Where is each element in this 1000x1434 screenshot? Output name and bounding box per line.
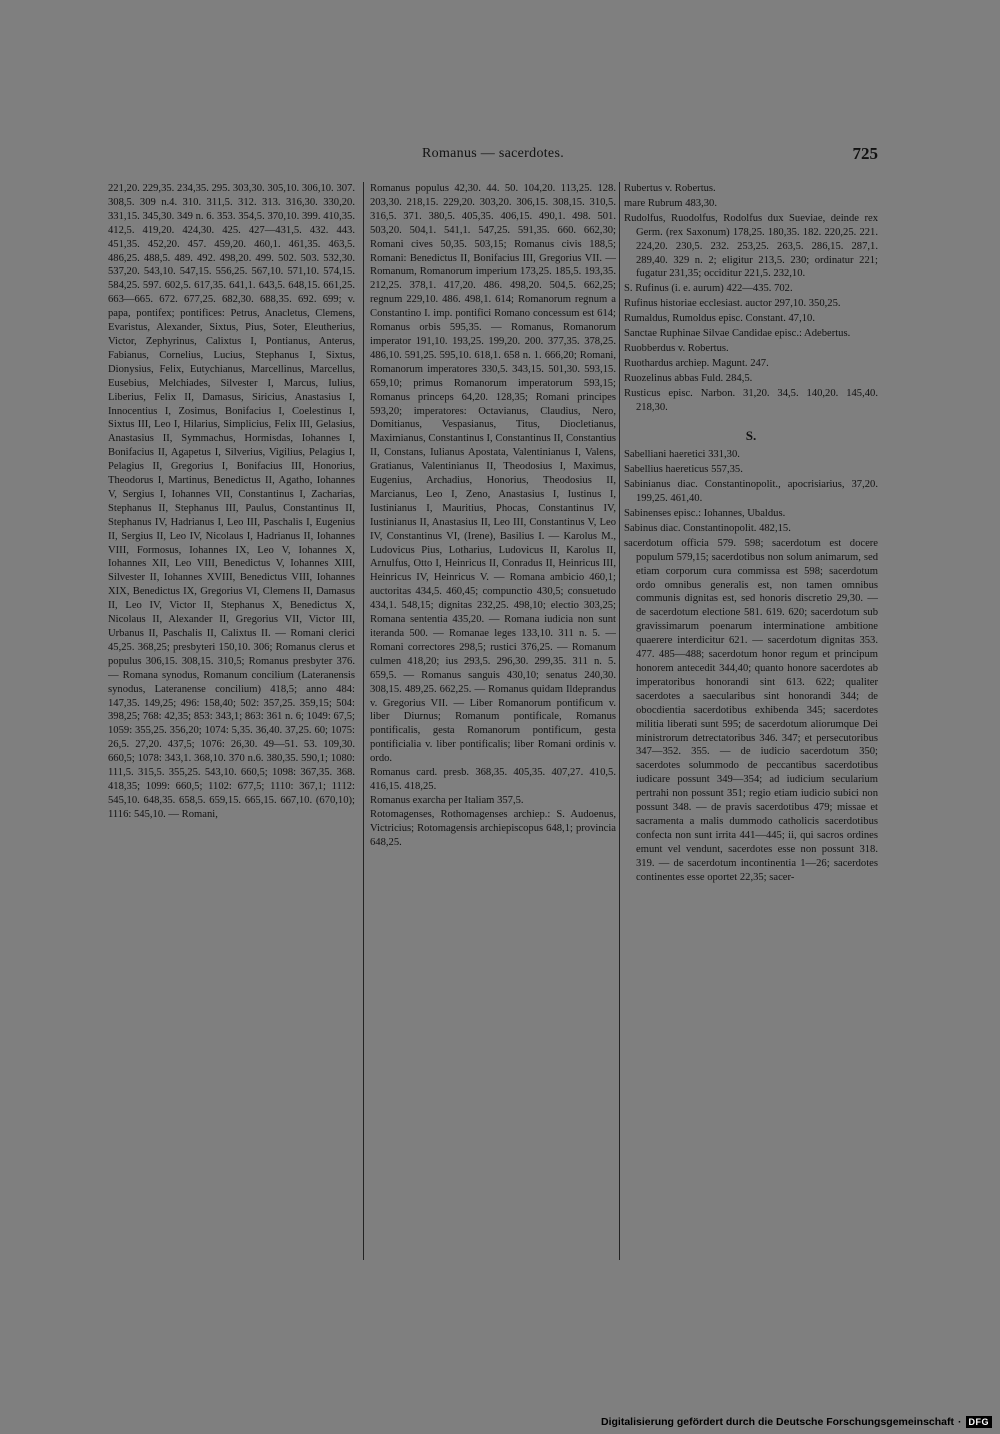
section-letter: S. <box>745 427 757 443</box>
index-entry: Ruozelinus abbas Fuld. 284,5. <box>624 372 753 384</box>
column-1-text: 221,20. 229,35. 234,35. 295. 303,30. 305,10. 306,10. 307. 308,5. 309 n.4. 310. 311,5. 312. 313. 316,30. 330,20. 331,15. 345,30. 349 n. 6. 353. 354,5. 370,10. 399. 410,35. 412,5. 419,20. 424,30. 425. 427—431,5. 432. 443. 451,35. 452,20. 457. 459,20. 460,1. 461,35. 463,5. 486,25. 488,5. 489. 492. 498,20. 499. 502. 503. 532,30. 537,20. 543,10. 547,15. 556,25. 567,10. 571,10. 574,15. 584,25. 597. 602,5. 617,35. 641,1. 643,5. 648,15. 661,25. 663—665. 672. 677,25. 682,30. 688,35. 692. 699; v. papa, pontifex; pontifices: Petrus, Anacletus, Clemens, Evaristus, Alexander, Sixtus, Pius, Soter, Eleutherius, Victor, Zephyrinus, Calixtus I, Pontianus, Anterus, Fabianus, Cornelius, Lucius, Stephanus I, Sixtus, Dionysius, Felix, Eutychianus, Marcellinus, Marcellus, Eusebius, Melchiades, Silvester I, Marcus, Iulius, Liberius, Felix II, Damasus, Siricius, Anastasius I, Innocentius I, Zosimus, Bonifacius I, Coelestinus I, Sixtus III, Leo I, Hilarius, Simplicius, Felix III, Gelasius, Anastasius II, Symmachus, Hormisdas, Iohannes I, Bonifacius II, Agapetus I, Silverius, Vigilius, Pelagius I, Pelagius II, Gregorius I, Bonifacius III, Honorius, Theodorus I, Martinus, Benedictus II, Agatho, Iohannes V, Sergius I, Iohannes VII, Constantinus I, Zacharias, Stephanus II, Stephanus III, Paulus, Constantinus II, Stephanus IV, Hadrianus I, Leo III, Paschalis I, Eugenius II, Sergius II, Leo IV, Nicolaus I, Hadrianus II, Iohannes VIII, Formosus, Iohannes IX, Leo V, Iohannes X, Iohannes XII, Leo VIII, Benedictus V, Iohannes XIII, Silvester II, Iohannes XVIII, Benedictus VIII, Iohannes XIX, Benedictus IX, Gregorius VI, Clemens II, Damasus II, Leo IV, Victor II, Stephanus X, Benedictus X, Nicolaus II, Alexander II, Gregorius VII, Victor III, Urbanus II, Paschalis II, Calixtus II. — Romani clerici 45,25. 368,25; presbyteri 150,10. 306; Romanus clerus et populus 306,15. 308,15. 310,5; Romanus presbyter 376. — Romana synodus, Romanum concilium (Lateranensis synodus, Lateranense concilium) 418,5; anno 484: 147,35. 149,25; 496: 158,40; 502: 357,25. 359,15; 504: 398,25; 768: 42,35; 853: 343,1; 863: 361 n. 6; 1049: 67,5; 1059: 355,25. 356,20; 1074: 5,35. 36,40. 37,25. 60; 1075: 26,5. 27,20. 437,5; 1076: 26,30. 49—51. 53. 109,30. 660,5; 1078: 343,1. 368,10. 370 n.6. 380,35. 590,1; 1080: 111,5. 315,5. 355,25. 543,10. 660,5; 1098: 367,35. 368. 418,35; 1099: 660,5; 1102: 677,5; 1110: 367,1; 1112: 545,10. 648,35. 658,5. 659,15. 665,15. 667,10. (670,10); 1116: 545,10. — Romani, <box>108 183 355 820</box>
index-entry: Sabinianus diac. Constantinopolit., apocrisiarius, 37,20. 199,25. 461,40. <box>624 479 878 505</box>
footer-separator: · <box>958 1416 962 1428</box>
index-entry: Sabinenses episc.: Iohannes, Ubaldus. <box>624 508 786 520</box>
index-entry: Sabellius haereticus 557,35. <box>624 464 743 476</box>
index-column-3 <box>624 182 878 1260</box>
index-entry: S. Rufinus (i. e. aurum) 422—435. 702. <box>624 283 793 295</box>
index-column-2 <box>370 182 616 1260</box>
index-entry: Rudolfus, Ruodolfus, Rodolfus dux Sueviae, deinde rex Germ. (rex Saxonum) 178,25. 180,35. 182. 220,25. 221. 224,20. 230,5. 232. 253,25. 263,5. 286,15. 287,1. 289,40. 329 n. 2; eligitur 213,5. 230; ordinatur 221; fugatur 231,35; occiditur 221,5. 232,10. <box>624 212 878 280</box>
dfg-logo[interactable]: DFG <box>966 1416 993 1428</box>
index-entry: Rufinus historiae ecclesiast. auctor 297,10. 350,25. <box>624 298 841 310</box>
footer-text: Digitalisierung gefördert durch die Deutsche Forschungsgemeinschaft <box>601 1416 954 1428</box>
index-columns <box>108 182 878 1260</box>
page-header <box>108 146 878 168</box>
index-entry: Ruobberdus v. Robertus. <box>624 342 729 354</box>
footer <box>601 1414 992 1430</box>
page-number: 725 <box>852 144 878 163</box>
index-entry: sacerdotum officia 579. 598; sacerdotum est docere populum 579,15; sacerdotibus non solum animarum, sed etiam corporum cura commissa est 598; sacerdotum ordo omnibus generalis est, non tamen omnibus communis dignitas est, sed honoris discretio 29,30. — de sacerdotum electione 581. 619. 620; sacerdotum sub gravissimarum poenarum interminatione ambitione quaerere interdicitur 621. — sacerdotum dignitas 353. 477. 485—488; sacerdotum honor regum et principum honorem antecedit 344,40; quanto honore sacerdotes ab imperatoribus honorandi sint 613. 622; qualiter sacerdotes a saecularibus sint honorandi 344; de obocdientia sacerdotibus exhibenda 345; sacerdotes militia liberati sunt 595; de sacerdotum aliorumque Dei ministrorum detrectatoribus 346. 347; et persecutoribus 347—352. 355. — de iudicio sacerdotum 350; sacerdotes solummodo de peccantibus sacerdotibus iudicare possunt 349—354; ad iudicium secularium pertrahi non possunt 351; regio etiam iudicio subici non possunt 348. — de pravis sacerdotibus 479; missae et sacramenta a malis dummodo catholicis sacerdotibus confecta non sunt irrita 441—445; ii, qui sacros ordines emunt vel vendunt, sacerdotes esse non possunt 318. 319. — de sacerdotum incontinentia 1—26; sacerdotes continentes esse oportet 22,35; sacer- <box>624 537 878 883</box>
index-entry: Sanctae Ruphinae Silvae Candidae episc.: Adebertus. <box>624 328 851 340</box>
index-entry: Sabinus diac. Constantinopolit. 482,15. <box>624 522 791 534</box>
index-entry: mare Rubrum 483,30. <box>624 197 717 209</box>
index-entry: Rotomagenses, Rothomagenses archiep.: S. Audoenus, Victricius; Rotomagensis archiepiscopus 648,1; provincia 648,25. <box>370 808 616 848</box>
index-entry: Romanus exarcha per Italiam 357,5. <box>370 794 524 806</box>
index-column-1 <box>108 182 355 1260</box>
index-entry: Rusticus episc. Narbon. 31,20. 34,5. 140,20. 145,40. 218,30. <box>624 387 878 413</box>
index-entry: Rubertus v. Robertus. <box>624 183 716 194</box>
index-entry: Ruothardus archiep. Magunt. 247. <box>624 357 769 369</box>
column-divider <box>619 182 620 1260</box>
index-entry: Romanus card. presb. 368,35. 405,35. 407,27. 410,5. 416,15. 418,25. <box>370 767 616 792</box>
column-divider <box>363 182 364 1260</box>
column-2-text: Romanus populus 42,30. 44. 50. 104,20. 113,25. 128. 203,30. 218,15. 229,20. 303,20. 306,15. 308,15. 310,5. 316,5. 371. 380,5. 405,35. 406,15. 490,1. 498. 501. 503,20. 504,1. 541,1. 547,25. 591,35. 660. 662,30; Romani cives 50,35. 503,15; Romanus civis 188,5; Romani: Benedictus II, Bonifacius III, Gregorius VII. — Romanum, Romanorum imperium 173,25. 185,5. 193,35. 212,25. 378,1. 417,20. 486. 498,20. 504,5. 662,25; regnum 229,10. 486. 498,1. 614; Romanorum regnum a Constantino I. imp. pontifici Romano concessum est 614; Romanus orbis 595,35. — Romanus, Romanorum imperator 191,10. 193,25. 199,20. 200. 377,35. 378,25. 486,10. 591,25. 595,10. 618,1. 658 n. 1. 666,20; Romani, Romanorum imperatores 330,5. 343,15. 501,30. 593,15. 659,10; primus Romanorum imperatorum 593,15; Romanus princeps 64,20. 128,35; Romani principes 593,20; imperatores: Octavianus, Claudius, Nero, Domitianus, Vespasianus, Titus, Diocletianus, Maximianus, Constantinus I, Constantinus II, Constantius II, Constans, Iulianus Apostata, Valentinianus I, Valens, Gratianus, Valentinianus II, Theodosius I, Maximus, Eugenius, Archadius, Honorius, Theodosius II, Marcianus, Leo I, Zeno, Anastasius I, Iustinus I, Iustinianus I, Mauritius, Phocas, Constantinus IV, Iustinianus II, Anastasius II, Leo III, Constantinus V, Leo IV, Constantinus VI, (Irene), Basilius I. — Karolus M., Ludovicus Pius, Lotharius, Ludovicus II, Karolus II, Arnulfus, Otto I, Heinricus II, Conradus II, Heinricus III, Heinricus IV, Heinricus V. — Romana ambicio 460,1; auctoritas 434,5. 460,45; compunctio 430,5; consuetudo 434,1. 548,15; dignitas 232,25. 498,10; electio 303,25; Romana sententia 435,20. — Romana iudicia non sunt iteranda 500. — Romanae leges 133,10. 311 n. 5. — Romani correctores 298,5; rustici 376,25. — Romanum culmen 418,20; ius 293,5. 296,30. 299,35. 311 n. 5. 659,5. — Romanus sanguis 430,10; senatus 240,30. 308,15. 489,25. 662,25. — Romanus quidam Ildeprandus v. Gregorius VII. — Liber Romanorum pontificum v. liber Diurnus; Romanum pontificale, Romanus pontificalis, gesta Romanorum pontificum, gesta pontificialia v. liber pontificalis; liber Romani ordinis v. ordo. <box>370 183 616 765</box>
running-title: Romanus — sacerdotes. <box>422 146 564 161</box>
index-entry: Rumaldus, Rumoldus episc. Constant. 47,10. <box>624 313 815 325</box>
index-entry: Sabelliani haeretici 331,30. <box>624 449 740 461</box>
